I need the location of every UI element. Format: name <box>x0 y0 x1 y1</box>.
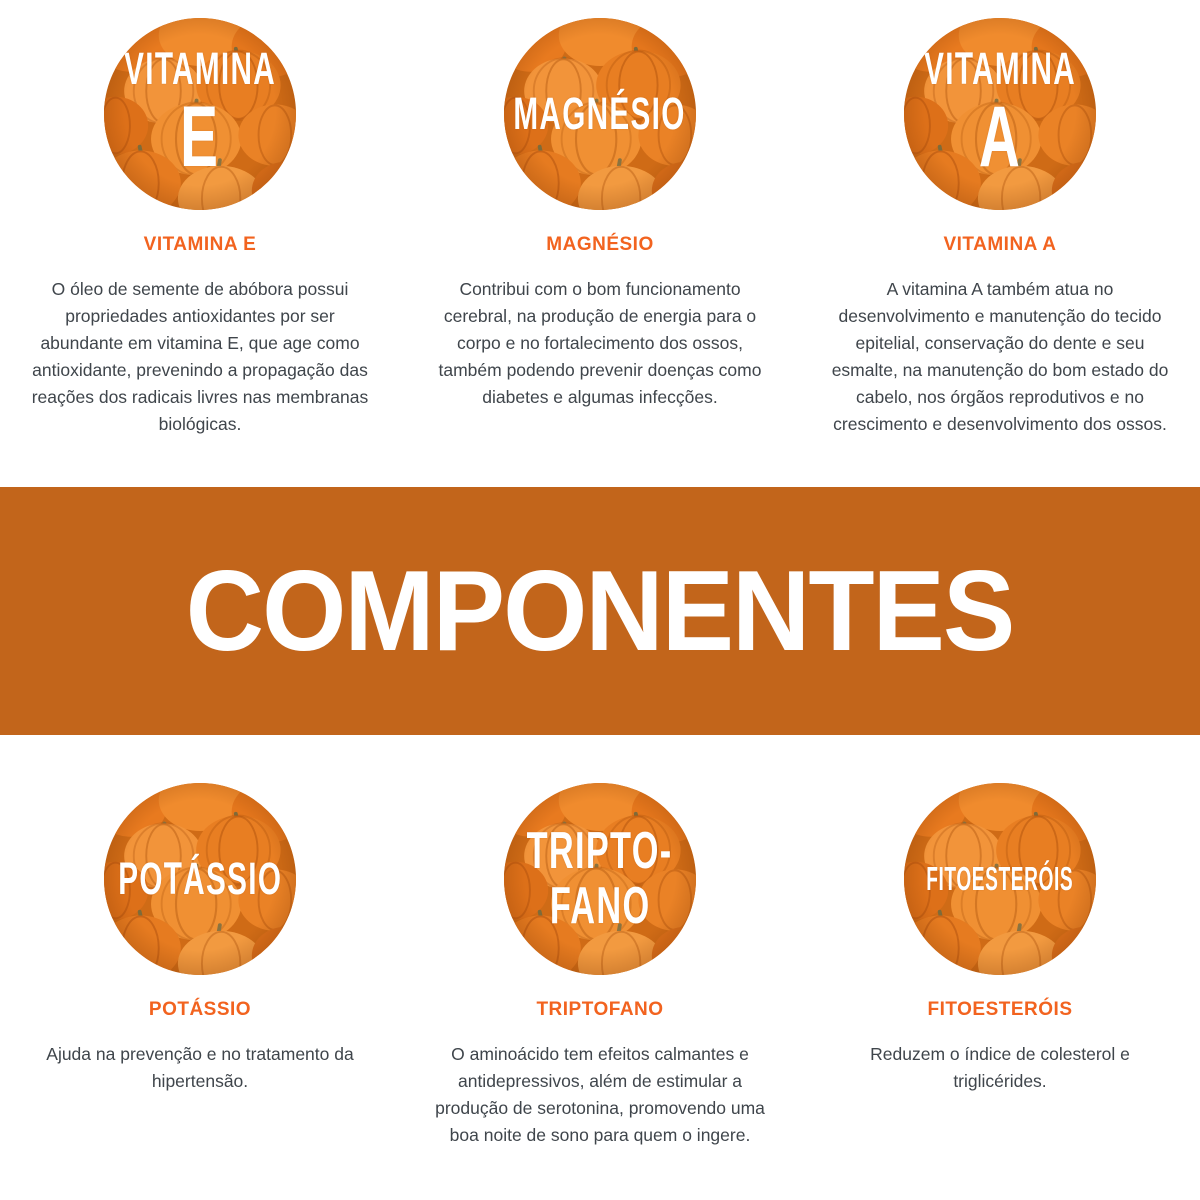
component-description: A vitamina A também atua no desenvolvimento e manutenção do tecido epitelial, conservação do dente e seu esmalte, na manutenção do bom estado do cabelo, nos órgãos reprodutivos e no crescimento e desenvolvimento dos ossos. <box>831 279 1169 434</box>
circle-line: POTÁSSIO <box>117 853 283 905</box>
component-description: Contribui com o bom funcionamento cerebral, na produção de energia para o corpo e no fortalecimento dos ossos, também podendo prevenir doenças como diabetes e algumas infecções. <box>438 279 762 407</box>
card-vitamina-e <box>0 0 400 487</box>
pumpkin-circle-magnesio <box>504 18 696 210</box>
component-heading: TRIPTOFANO <box>536 999 664 1020</box>
component-heading: VITAMINA A <box>943 234 1057 255</box>
pumpkin-circle-vitamina-e <box>104 18 296 210</box>
circle-line: FITOESTERÓIS <box>926 860 1074 898</box>
circle-line-big: E <box>180 89 220 186</box>
component-description: Reduzem o índice de colesterol e triglicérides. <box>870 1044 1130 1091</box>
component-heading: VITAMINA E <box>143 234 257 255</box>
component-description: O óleo de semente de abóbora possui propriedades antioxidantes por ser abundante em vitamina E, que age como antioxidante, prevenindo a propagação das reações dos radicais livres nas membranas biológicas. <box>31 279 369 434</box>
pumpkin-circle-fitoesterois <box>904 783 1096 975</box>
component-heading: MAGNÉSIO <box>546 234 654 255</box>
circle-line: TRIPTO- <box>527 821 673 880</box>
card-vitamina-a <box>800 0 1200 487</box>
components-top-row <box>0 0 1200 487</box>
component-description: O aminoácido tem efeitos calmantes e antidepressivos, além de estimular a produção de serotonina, promovendo uma boa noite de sono para quem o ingere. <box>435 1044 765 1145</box>
component-heading: FITOESTERÓIS <box>927 999 1073 1020</box>
components-banner <box>0 487 1200 735</box>
circle-label-fitoesterois <box>904 783 1096 975</box>
component-heading: POTÁSSIO <box>148 999 252 1020</box>
circle-line-big: A <box>978 89 1022 186</box>
card-fitoesterois <box>800 735 1200 1200</box>
circle-line: FANO <box>549 877 651 935</box>
circle-label-vitamina-e <box>104 18 296 210</box>
pumpkin-circle-potassio <box>104 783 296 975</box>
circle-label-potassio <box>104 783 296 975</box>
circle-line: MAGNÉSIO <box>513 88 687 140</box>
card-magnesio <box>400 0 800 487</box>
circle-line: VITAMINA <box>124 43 276 95</box>
components-bottom-row <box>0 735 1200 1200</box>
circle-label-vitamina-a <box>904 18 1096 210</box>
pumpkin-circle-vitamina-a <box>904 18 1096 210</box>
card-triptofano <box>400 735 800 1200</box>
card-potassio <box>0 735 400 1200</box>
circle-line: VITAMINA <box>924 43 1076 95</box>
banner-title: COMPONENTES <box>186 547 1014 675</box>
pumpkin-circle-triptofano <box>504 783 696 975</box>
component-description: Ajuda na prevenção e no tratamento da hipertensão. <box>46 1044 354 1091</box>
circle-label-magnesio <box>504 18 696 210</box>
circle-label-triptofano <box>504 783 696 975</box>
